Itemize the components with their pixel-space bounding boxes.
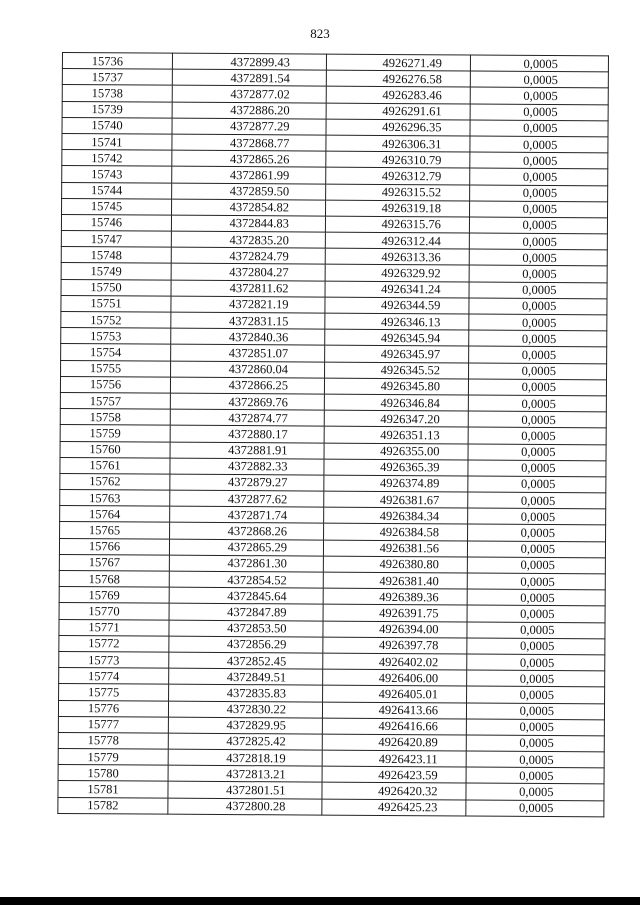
tolerance-cell: 0,0005 [468, 460, 606, 477]
point-number-cell: 15778 [58, 732, 168, 749]
y-coordinate-cell: 4926394.00 [323, 621, 467, 638]
y-coordinate-cell: 4926381.56 [323, 540, 467, 557]
tolerance-cell: 0,0005 [468, 395, 606, 412]
tolerance-cell: 0,0005 [467, 686, 605, 703]
x-coordinate-cell: 4372882.33 [170, 458, 324, 475]
tolerance-cell: 0,0005 [467, 541, 605, 558]
x-coordinate-cell: 4372825.42 [168, 733, 322, 750]
y-coordinate-cell: 4926402.02 [323, 653, 467, 670]
x-coordinate-cell: 4372877.62 [170, 490, 324, 507]
y-coordinate-cell: 4926365.39 [324, 459, 468, 476]
x-coordinate-cell: 4372854.52 [169, 571, 323, 588]
x-coordinate-cell: 4372886.20 [172, 102, 326, 119]
y-coordinate-cell: 4926345.94 [325, 329, 469, 346]
y-coordinate-cell: 4926341.24 [325, 281, 469, 298]
tolerance-cell: 0,0005 [470, 120, 608, 137]
tolerance-cell: 0,0005 [470, 168, 608, 185]
point-number-cell: 15762 [60, 473, 170, 490]
y-coordinate-cell: 4926406.00 [323, 669, 467, 686]
tolerance-cell: 0,0005 [468, 524, 606, 541]
tolerance-cell: 0,0005 [468, 492, 606, 509]
x-coordinate-cell: 4372851.07 [171, 345, 325, 362]
y-coordinate-cell: 4926413.66 [322, 702, 466, 719]
point-number-cell: 15763 [60, 490, 170, 507]
y-coordinate-cell: 4926384.34 [324, 507, 468, 524]
y-coordinate-cell: 4926310.79 [326, 151, 470, 168]
y-coordinate-cell: 4926381.67 [324, 491, 468, 508]
y-coordinate-cell: 4926283.46 [326, 86, 470, 103]
y-coordinate-cell: 4926291.61 [326, 103, 470, 120]
point-number-cell: 15754 [61, 344, 171, 361]
point-number-cell: 15776 [58, 700, 168, 717]
tolerance-cell: 0,0005 [469, 217, 607, 234]
point-number-cell: 15751 [61, 295, 171, 312]
point-number-cell: 15760 [60, 441, 170, 458]
point-number-cell: 15756 [60, 376, 170, 393]
tolerance-cell: 0,0005 [470, 184, 608, 201]
point-number-cell: 15742 [62, 150, 172, 167]
point-number-cell: 15782 [58, 797, 168, 814]
x-coordinate-cell: 4372865.26 [172, 150, 326, 167]
tolerance-cell: 0,0005 [466, 735, 604, 752]
x-coordinate-cell: 4372854.82 [172, 199, 326, 216]
x-coordinate-cell: 4372860.04 [171, 361, 325, 378]
y-coordinate-cell: 4926420.32 [322, 783, 466, 800]
x-coordinate-cell: 4372840.36 [171, 328, 325, 345]
tolerance-cell: 0,0005 [468, 411, 606, 428]
point-number-cell: 15774 [59, 668, 169, 685]
y-coordinate-cell: 4926346.84 [324, 394, 468, 411]
scan-bottom-edge [0, 897, 640, 905]
x-coordinate-cell: 4372811.62 [171, 280, 325, 297]
tolerance-cell: 0,0005 [469, 265, 607, 282]
point-number-cell: 15739 [62, 101, 172, 118]
tolerance-cell: 0,0005 [470, 87, 608, 104]
x-coordinate-cell: 4372861.30 [169, 555, 323, 572]
y-coordinate-cell: 4926346.13 [325, 313, 469, 330]
tolerance-cell: 0,0005 [466, 719, 604, 736]
x-coordinate-cell: 4372868.77 [172, 134, 326, 151]
x-coordinate-cell: 4372874.77 [170, 409, 324, 426]
x-coordinate-cell: 4372844.83 [171, 215, 325, 232]
tolerance-cell: 0,0005 [468, 443, 606, 460]
x-coordinate-cell: 4372899.43 [172, 53, 326, 70]
x-coordinate-cell: 4372830.22 [168, 701, 322, 718]
x-coordinate-cell: 4372849.51 [169, 668, 323, 685]
x-coordinate-cell: 4372845.64 [169, 587, 323, 604]
x-coordinate-cell: 4372869.76 [170, 393, 324, 410]
tolerance-cell: 0,0005 [470, 71, 608, 88]
y-coordinate-cell: 4926315.52 [326, 184, 470, 201]
x-coordinate-cell: 4372821.19 [171, 296, 325, 313]
y-coordinate-cell: 4926420.89 [322, 734, 466, 751]
x-coordinate-cell: 4372891.54 [172, 69, 326, 86]
point-number-cell: 15771 [59, 619, 169, 636]
y-coordinate-cell: 4926315.76 [325, 216, 469, 233]
point-number-cell: 15737 [62, 69, 172, 86]
x-coordinate-cell: 4372865.29 [169, 539, 323, 556]
tolerance-cell: 0,0005 [469, 233, 607, 250]
y-coordinate-cell: 4926344.59 [325, 297, 469, 314]
tolerance-cell: 0,0005 [470, 136, 608, 153]
point-number-cell: 15764 [60, 506, 170, 523]
coordinate-table-container [57, 52, 608, 817]
point-number-cell: 15748 [61, 247, 171, 264]
x-coordinate-cell: 4372847.89 [169, 604, 323, 621]
tolerance-cell: 0,0005 [469, 330, 607, 347]
x-coordinate-cell: 4372880.17 [170, 425, 324, 442]
x-coordinate-cell: 4372835.20 [171, 231, 325, 248]
y-coordinate-cell: 4926319.18 [326, 200, 470, 217]
tolerance-cell: 0,0005 [466, 751, 604, 768]
point-number-cell: 15772 [59, 635, 169, 652]
y-coordinate-cell: 4926384.58 [324, 524, 468, 541]
y-coordinate-cell: 4926397.78 [323, 637, 467, 654]
point-number-cell: 15769 [59, 587, 169, 604]
x-coordinate-cell: 4372829.95 [168, 717, 322, 734]
tolerance-cell: 0,0005 [467, 670, 605, 687]
point-number-cell: 15755 [61, 360, 171, 377]
point-number-cell: 15777 [58, 716, 168, 733]
point-number-cell: 15773 [59, 651, 169, 668]
x-coordinate-cell: 4372831.15 [171, 312, 325, 329]
x-coordinate-cell: 4372818.19 [168, 749, 322, 766]
tolerance-cell: 0,0005 [468, 476, 606, 493]
point-number-cell: 15758 [60, 409, 170, 426]
tolerance-cell: 0,0005 [470, 201, 608, 218]
point-number-cell: 15750 [61, 279, 171, 296]
tolerance-cell: 0,0005 [470, 55, 608, 72]
point-number-cell: 15740 [62, 117, 172, 134]
y-coordinate-cell: 4926312.79 [326, 167, 470, 184]
x-coordinate-cell: 4372835.83 [169, 684, 323, 701]
y-coordinate-cell: 4926345.52 [325, 362, 469, 379]
y-coordinate-cell: 4926271.49 [326, 54, 470, 71]
x-coordinate-cell: 4372877.02 [172, 86, 326, 103]
tolerance-cell: 0,0005 [469, 298, 607, 315]
point-number-cell: 15743 [62, 166, 172, 183]
x-coordinate-cell: 4372866.25 [170, 377, 324, 394]
y-coordinate-cell: 4926329.92 [325, 265, 469, 282]
tolerance-cell: 0,0005 [468, 508, 606, 525]
y-coordinate-cell: 4926296.35 [326, 119, 470, 136]
tolerance-cell: 0,0005 [469, 346, 607, 363]
point-number-cell: 15736 [62, 53, 172, 70]
y-coordinate-cell: 4926381.40 [323, 572, 467, 589]
y-coordinate-cell: 4926345.97 [325, 345, 469, 362]
x-coordinate-cell: 4372871.74 [170, 506, 324, 523]
y-coordinate-cell: 4926423.11 [322, 750, 466, 767]
table-row [58, 797, 604, 817]
point-number-cell: 15746 [61, 214, 171, 231]
point-number-cell: 15779 [58, 749, 168, 766]
point-number-cell: 15738 [62, 85, 172, 102]
y-coordinate-cell: 4926374.89 [324, 475, 468, 492]
point-number-cell: 15781 [58, 781, 168, 798]
tolerance-cell: 0,0005 [467, 557, 605, 574]
tolerance-cell: 0,0005 [467, 605, 605, 622]
x-coordinate-cell: 4372804.27 [171, 264, 325, 281]
y-coordinate-cell: 4926347.20 [324, 410, 468, 427]
y-coordinate-cell: 4926405.01 [323, 685, 467, 702]
y-coordinate-cell: 4926416.66 [322, 718, 466, 735]
x-coordinate-cell: 4372868.26 [170, 523, 324, 540]
point-number-cell: 15741 [62, 133, 172, 150]
tolerance-cell: 0,0005 [467, 622, 605, 639]
coordinate-table [57, 52, 609, 817]
x-coordinate-cell: 4372813.21 [168, 765, 322, 782]
point-number-cell: 15780 [58, 765, 168, 782]
tolerance-cell: 0,0005 [469, 282, 607, 299]
y-coordinate-cell: 4926425.23 [322, 799, 466, 816]
tolerance-cell: 0,0005 [469, 314, 607, 331]
x-coordinate-cell: 4372881.91 [170, 442, 324, 459]
x-coordinate-cell: 4372852.45 [169, 652, 323, 669]
x-coordinate-cell: 4372879.27 [170, 474, 324, 491]
tolerance-cell: 0,0005 [467, 573, 605, 590]
point-number-cell: 15757 [60, 392, 170, 409]
y-coordinate-cell: 4926391.75 [323, 604, 467, 621]
x-coordinate-cell: 4372877.29 [172, 118, 326, 135]
point-number-cell: 15749 [61, 263, 171, 280]
tolerance-cell: 0,0005 [470, 104, 608, 121]
y-coordinate-cell: 4926276.58 [326, 70, 470, 87]
point-number-cell: 15768 [59, 570, 169, 587]
x-coordinate-cell: 4372824.79 [171, 247, 325, 264]
coordinate-table-body [58, 53, 609, 817]
point-number-cell: 15759 [60, 425, 170, 442]
y-coordinate-cell: 4926355.00 [324, 443, 468, 460]
tolerance-cell: 0,0005 [469, 363, 607, 380]
point-number-cell: 15766 [59, 538, 169, 555]
y-coordinate-cell: 4926306.31 [326, 135, 470, 152]
point-number-cell: 15753 [61, 328, 171, 345]
x-coordinate-cell: 4372800.28 [168, 798, 322, 815]
tolerance-cell: 0,0005 [466, 767, 604, 784]
y-coordinate-cell: 4926313.36 [325, 248, 469, 265]
x-coordinate-cell: 4372801.51 [168, 782, 322, 799]
point-number-cell: 15745 [62, 198, 172, 215]
tolerance-cell: 0,0005 [467, 654, 605, 671]
y-coordinate-cell: 4926312.44 [325, 232, 469, 249]
page-number: 823 [310, 26, 330, 41]
tolerance-cell: 0,0005 [469, 249, 607, 266]
point-number-cell: 15765 [60, 522, 170, 539]
x-coordinate-cell: 4372861.99 [172, 166, 326, 183]
point-number-cell: 15770 [59, 603, 169, 620]
tolerance-cell: 0,0005 [466, 702, 604, 719]
y-coordinate-cell: 4926423.59 [322, 766, 466, 783]
point-number-cell: 15761 [60, 457, 170, 474]
tolerance-cell: 0,0005 [466, 783, 604, 800]
point-number-cell: 15744 [62, 182, 172, 199]
tolerance-cell: 0,0005 [466, 800, 604, 817]
point-number-cell: 15747 [61, 231, 171, 248]
point-number-cell: 15752 [61, 311, 171, 328]
x-coordinate-cell: 4372859.50 [172, 183, 326, 200]
tolerance-cell: 0,0005 [467, 638, 605, 655]
tolerance-cell: 0,0005 [468, 379, 606, 396]
x-coordinate-cell: 4372853.50 [169, 620, 323, 637]
y-coordinate-cell: 4926380.80 [323, 556, 467, 573]
tolerance-cell: 0,0005 [468, 427, 606, 444]
y-coordinate-cell: 4926389.36 [323, 588, 467, 605]
y-coordinate-cell: 4926351.13 [324, 426, 468, 443]
tolerance-cell: 0,0005 [467, 589, 605, 606]
point-number-cell: 15767 [59, 554, 169, 571]
point-number-cell: 15775 [59, 684, 169, 701]
tolerance-cell: 0,0005 [470, 152, 608, 169]
y-coordinate-cell: 4926345.80 [324, 378, 468, 395]
x-coordinate-cell: 4372856.29 [169, 636, 323, 653]
